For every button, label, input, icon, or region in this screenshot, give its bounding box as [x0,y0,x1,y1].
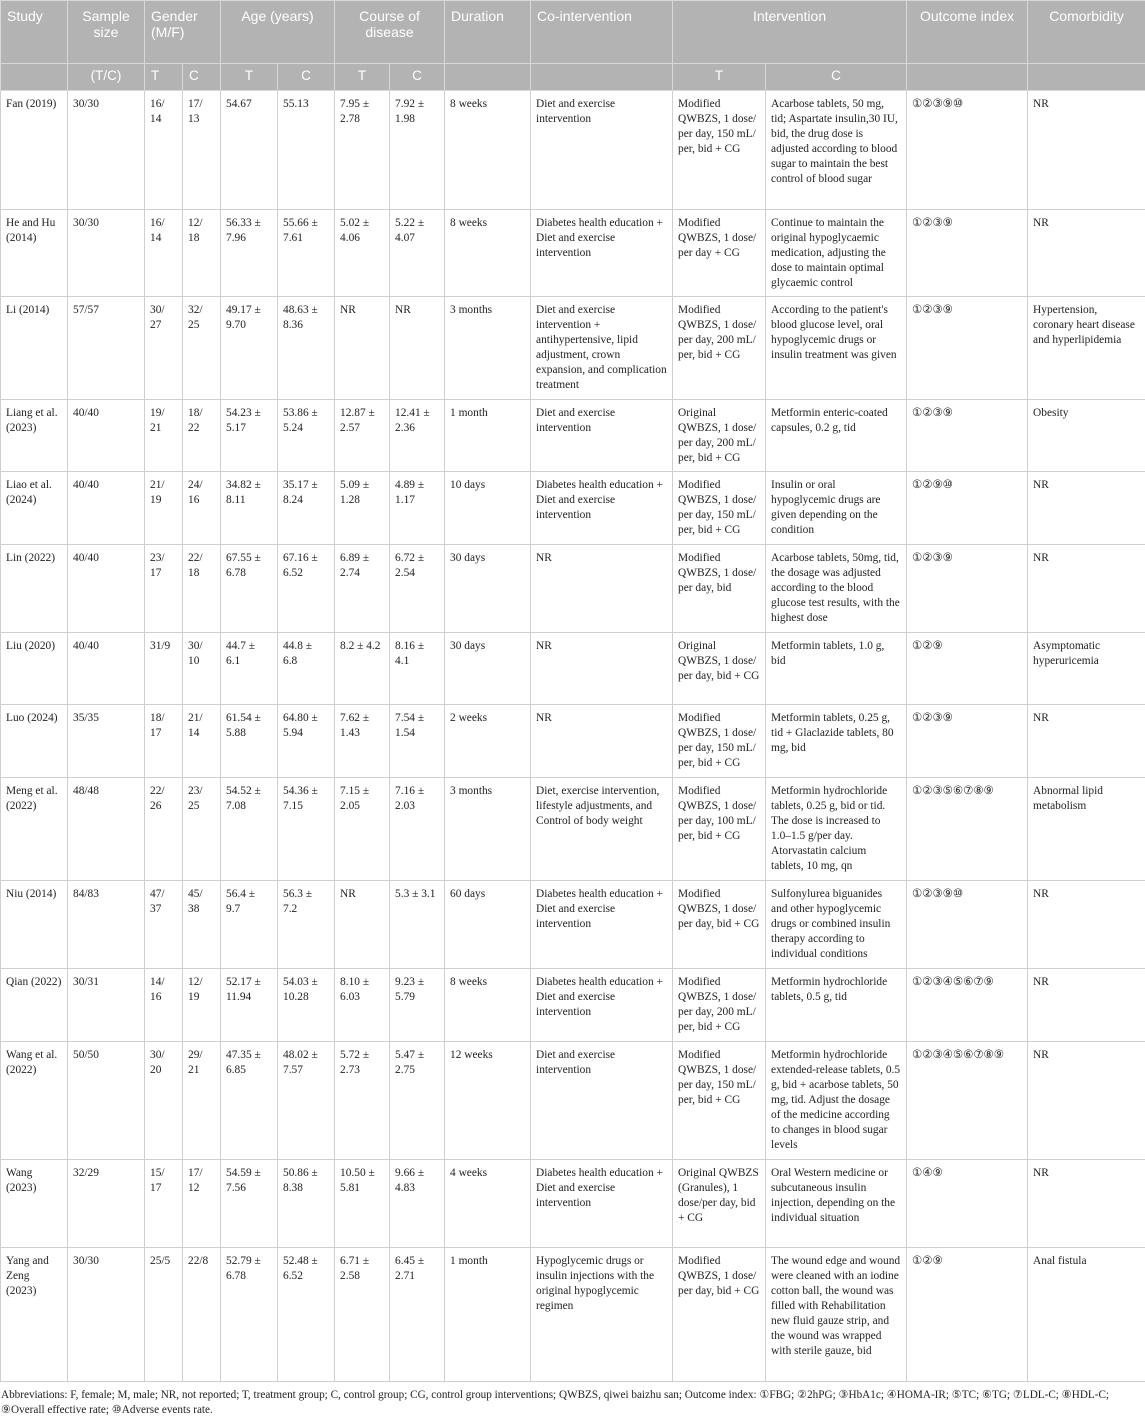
outcome-cell: ①②③⑨ [907,545,1028,633]
intervention-t-cell: Modified QWBZS, 1 dose/ per day + CG [673,210,766,297]
course-c-cell: 7.16 ± 2.03 [390,778,445,881]
age-c-cell: 55.66 ± 7.61 [278,210,335,297]
gender-c-cell: 18/ 22 [183,400,221,472]
subheader-row [1,64,1145,91]
outcome-cell: ①②③④⑤⑥⑦⑨ [907,969,1028,1042]
duration-cell: 1 month [445,1248,531,1382]
study-cell: Yang and Zeng (2023) [1,1248,68,1382]
course-t-cell: 7.62 ± 1.43 [335,705,390,778]
gender-c-cell: 24/ 16 [183,472,221,545]
course-c-cell: 7.54 ± 1.54 [390,705,445,778]
age-c-cell: 53.86 ± 5.24 [278,400,335,472]
abbreviations-footnote: Abbreviations: F, female; M, male; NR, not reported; T, treatment group; C, control group; CG, control group interventions; QWBZS, qiwei baizhu san; Outcome index: ①FBG; ②2hPG; ③HbA1c; ④HOMA-IR; ⑤TC; ⑥TG; ⑦LDL-C; ⑧HDL-C; ⑨Overall effective rate; ⑩Adverse events rate. [0,1382,1145,1418]
course-c-cell: 12.41 ± 2.36 [390,400,445,472]
sample-size-cell: 84/83 [68,881,145,969]
gender-c-cell: 32/ 25 [183,297,221,400]
sample-size-cell: 35/35 [68,705,145,778]
intervention-c-cell: Metformin hydrochloride extended-release tablets, 0.5 g, bid + acarbose tablets, 50 mg, tid. Adjust the dosage of the medicine according to changes in blood sugar levels [766,1042,907,1160]
table-body [1,91,1145,1382]
duration-cell: 12 weeks [445,1042,531,1160]
age-t-cell: 49.17 ± 9.70 [221,297,278,400]
outcome-cell: ①②③④⑤⑥⑦⑧⑨ [907,1042,1028,1160]
table-row [1,545,1145,633]
comorbidity-cell: NR [1028,472,1145,545]
intervention-c-cell: Metformin hydrochloride tablets, 0.5 g, tid [766,969,907,1042]
subheader-course-t: T [335,64,390,91]
intervention-c-cell: Metformin hydrochloride tablets, 0.25 g, bid or tid. The dose is increased to 1.0–1.5 g/per day. Atorvastatin calcium tablets, 10 mg, qn [766,778,907,881]
intervention-t-cell: Modified QWBZS, 1 dose/ per day, 150 mL/ per, bid + CG [673,705,766,778]
intervention-t-cell: Modified QWBZS, 1 dose/ per day, 200 mL/ per, bid + CG [673,297,766,400]
intervention-t-cell: Original QWBZS (Granules), 1 dose/per day, bid + CG [673,1160,766,1248]
comorbidity-cell: NR [1028,1042,1145,1160]
study-cell: Liao et al. (2024) [1,472,68,545]
comorbidity-cell: Anal fistula [1028,1248,1145,1382]
course-t-cell: 5.09 ± 1.28 [335,472,390,545]
gender-t-cell: 16/ 14 [145,91,183,210]
gender-t-cell: 31/9 [145,633,183,705]
table-row [1,91,1145,210]
subheader-age-t: T [221,64,278,91]
cointervention-cell: Diabetes health education + Diet and exercise intervention [531,969,673,1042]
course-c-cell: 9.66 ± 4.83 [390,1160,445,1248]
sample-size-cell: 30/30 [68,91,145,210]
duration-cell: 8 weeks [445,91,531,210]
intervention-c-cell: The wound edge and wound were cleaned with an iodine cotton ball, the wound was filled with Rehabilitation new fluid gauze strip, and the wound was wrapped with sterile gauze, bid [766,1248,907,1382]
study-cell: Luo (2024) [1,705,68,778]
outcome-cell: ①②③⑨⑩ [907,91,1028,210]
study-cell: Fan (2019) [1,91,68,210]
sample-size-cell: 30/31 [68,969,145,1042]
cointervention-cell: Diet and exercise intervention [531,1042,673,1160]
comorbidity-cell: Abnormal lipid metabolism [1028,778,1145,881]
age-c-cell: 54.03 ± 10.28 [278,969,335,1042]
cointervention-cell: Hypoglycemic drugs or insulin injections with the original hypoglycemic regimen [531,1248,673,1382]
gender-t-cell: 15/ 17 [145,1160,183,1248]
table-row [1,778,1145,881]
sample-size-cell: 40/40 [68,633,145,705]
gender-c-cell: 45/ 38 [183,881,221,969]
sample-size-cell: 48/48 [68,778,145,881]
gender-c-cell: 12/ 19 [183,969,221,1042]
duration-cell: 8 weeks [445,210,531,297]
intervention-t-cell: Original QWBZS, 1 dose/ per day, 200 mL/ per, bid + CG [673,400,766,472]
table-row [1,633,1145,705]
course-c-cell: NR [390,297,445,400]
header-duration: Duration [445,1,531,64]
header-gender: Gender (M/F) [145,1,221,64]
outcome-cell: ①②③⑨ [907,400,1028,472]
course-t-cell: NR [335,297,390,400]
comorbidity-cell: NR [1028,705,1145,778]
gender-c-cell: 30/ 10 [183,633,221,705]
gender-t-cell: 25/5 [145,1248,183,1382]
intervention-t-cell: Modified QWBZS, 1 dose/ per day, 150 mL/ per, bid + CG [673,91,766,210]
header-cointervention: Co-intervention [531,1,673,64]
course-t-cell: 6.71 ± 2.58 [335,1248,390,1382]
duration-cell: 30 days [445,633,531,705]
header-course: Course of disease [335,1,445,64]
outcome-cell: ①②⑨ [907,1248,1028,1382]
gender-t-cell: 18/ 17 [145,705,183,778]
subheader-empty [1,64,68,91]
cointervention-cell: Diet, exercise intervention, lifestyle adjustments, and Control of body weight [531,778,673,881]
outcome-cell: ①②③⑨ [907,210,1028,297]
comorbidity-cell: Hypertension, coronary heart disease and hyperlipidemia [1028,297,1145,400]
course-t-cell: 7.95 ± 2.78 [335,91,390,210]
intervention-c-cell: According to the patient's blood glucose level, oral hypoglycemic drugs or insulin treatment was given [766,297,907,400]
gender-c-cell: 12/ 18 [183,210,221,297]
course-c-cell: 9.23 ± 5.79 [390,969,445,1042]
study-cell: He and Hu (2014) [1,210,68,297]
gender-c-cell: 22/8 [183,1248,221,1382]
subheader-empty [907,64,1028,91]
age-t-cell: 56.33 ± 7.96 [221,210,278,297]
course-c-cell: 5.22 ± 4.07 [390,210,445,297]
course-t-cell: 6.89 ± 2.74 [335,545,390,633]
gender-c-cell: 29/ 21 [183,1042,221,1160]
duration-cell: 30 days [445,545,531,633]
gender-t-cell: 47/ 37 [145,881,183,969]
duration-cell: 3 months [445,297,531,400]
age-t-cell: 34.82 ± 8.11 [221,472,278,545]
study-cell: Qian (2022) [1,969,68,1042]
course-t-cell: 8.10 ± 6.03 [335,969,390,1042]
gender-t-cell: 23/ 17 [145,545,183,633]
duration-cell: 60 days [445,881,531,969]
intervention-t-cell: Modified QWBZS, 1 dose/ per day, 150 mL/ per, bid + CG [673,472,766,545]
intervention-t-cell: Original QWBZS, 1 dose/ per day, bid + CG [673,633,766,705]
comorbidity-cell: NR [1028,210,1145,297]
duration-cell: 8 weeks [445,969,531,1042]
gender-c-cell: 22/ 18 [183,545,221,633]
course-t-cell: 12.87 ± 2.57 [335,400,390,472]
study-cell: Liu (2020) [1,633,68,705]
age-c-cell: 35.17 ± 8.24 [278,472,335,545]
age-c-cell: 54.36 ± 7.15 [278,778,335,881]
intervention-t-cell: Modified QWBZS, 1 dose/ per day, 100 mL/ per, bid + CG [673,778,766,881]
age-t-cell: 54.59 ± 7.56 [221,1160,278,1248]
age-c-cell: 56.3 ± 7.2 [278,881,335,969]
age-t-cell: 52.17 ± 11.94 [221,969,278,1042]
outcome-cell: ①②③⑨ [907,297,1028,400]
subheader-int-t: T [673,64,766,91]
outcome-cell: ①②⑨ [907,633,1028,705]
subheader-empty [445,64,531,91]
comorbidity-cell: Obesity [1028,400,1145,472]
study-cell: Wang et al. (2022) [1,1042,68,1160]
outcome-cell: ①②⑨⑩ [907,472,1028,545]
gender-t-cell: 19/ 21 [145,400,183,472]
intervention-t-cell: Modified QWBZS, 1 dose/ per day, 150 mL/ per, bid + CG [673,1042,766,1160]
age-t-cell: 54.52 ± 7.08 [221,778,278,881]
table-row [1,297,1145,400]
course-c-cell: 6.72 ± 2.54 [390,545,445,633]
course-t-cell: 8.2 ± 4.2 [335,633,390,705]
cointervention-cell: Diet and exercise intervention [531,91,673,210]
intervention-c-cell: Metformin enteric-coated capsules, 0.2 g, tid [766,400,907,472]
cointervention-cell: Diabetes health education + Diet and exercise intervention [531,210,673,297]
age-c-cell: 64.80 ± 5.94 [278,705,335,778]
age-t-cell: 67.55 ± 6.78 [221,545,278,633]
table-row [1,1248,1145,1382]
table-row [1,705,1145,778]
table-row [1,881,1145,969]
subheader-course-c: C [390,64,445,91]
header-intervention: Intervention [673,1,907,64]
sample-size-cell: 40/40 [68,400,145,472]
cointervention-cell: Diet and exercise intervention + antihypertensive, lipid adjustment, crown expansion, and complication treatment [531,297,673,400]
comorbidity-cell: NR [1028,545,1145,633]
outcome-cell: ①②③⑤⑥⑦⑧⑨ [907,778,1028,881]
course-t-cell: 5.72 ± 2.73 [335,1042,390,1160]
header-outcome: Outcome index [907,1,1028,64]
cointervention-cell: Diabetes health education + Diet and exercise intervention [531,472,673,545]
duration-cell: 2 weeks [445,705,531,778]
comorbidity-cell: NR [1028,881,1145,969]
intervention-c-cell: Oral Western medicine or subcutaneous insulin injection, depending on the individual situation [766,1160,907,1248]
course-t-cell: 7.15 ± 2.05 [335,778,390,881]
course-t-cell: 5.02 ± 4.06 [335,210,390,297]
sample-size-cell: 32/29 [68,1160,145,1248]
table-row [1,400,1145,472]
sample-size-cell: 50/50 [68,1042,145,1160]
course-t-cell: NR [335,881,390,969]
subheader-int-c: C [766,64,907,91]
intervention-c-cell: Continue to maintain the original hypoglycaemic medication, adjusting the dose to maintain optimal glycaemic control [766,210,907,297]
age-t-cell: 61.54 ± 5.88 [221,705,278,778]
course-t-cell: 10.50 ± 5.81 [335,1160,390,1248]
intervention-c-cell: Sulfonylurea biguanides and other hypoglycemic drugs or combined insulin therapy according to individual conditions [766,881,907,969]
cointervention-cell: NR [531,633,673,705]
comorbidity-cell: NR [1028,1160,1145,1248]
subheader-empty [531,64,673,91]
table-row [1,1160,1145,1248]
sample-size-cell: 30/30 [68,210,145,297]
intervention-t-cell: Modified QWBZS, 1 dose/ per day, bid [673,545,766,633]
duration-cell: 3 months [445,778,531,881]
intervention-c-cell: Acarbose tablets, 50mg, tid, the dosage was adjusted according to the blood glucose test results, with the highest dose [766,545,907,633]
gender-c-cell: 21/ 14 [183,705,221,778]
course-c-cell: 5.3 ± 3.1 [390,881,445,969]
gender-t-cell: 30/ 20 [145,1042,183,1160]
age-t-cell: 44.7 ± 6.1 [221,633,278,705]
duration-cell: 4 weeks [445,1160,531,1248]
cointervention-cell: Diabetes health education + Diet and exercise intervention [531,1160,673,1248]
duration-cell: 1 month [445,400,531,472]
gender-c-cell: 23/ 25 [183,778,221,881]
header-study: Study [1,1,68,64]
intervention-c-cell: Metformin tablets, 0.25 g, tid + Glaclazide tablets, 80 mg, bid [766,705,907,778]
intervention-c-cell: Metformin tablets, 1.0 g, bid [766,633,907,705]
intervention-t-cell: Modified QWBZS, 1 dose/ per day, bid + CG [673,1248,766,1382]
header-comorbidity: Comorbidity [1028,1,1145,64]
gender-t-cell: 30/ 27 [145,297,183,400]
study-cell: Li (2014) [1,297,68,400]
age-c-cell: 44.8 ± 6.8 [278,633,335,705]
sample-size-cell: 40/40 [68,472,145,545]
intervention-t-cell: Modified QWBZS, 1 dose/ per day, bid + CG [673,881,766,969]
intervention-t-cell: Modified QWBZS, 1 dose/ per day, 200 mL/ per, bid + CG [673,969,766,1042]
age-c-cell: 55.13 [278,91,335,210]
subheader-gender-t: T [145,64,183,91]
cointervention-cell: NR [531,545,673,633]
age-c-cell: 50.86 ± 8.38 [278,1160,335,1248]
gender-t-cell: 14/ 16 [145,969,183,1042]
age-t-cell: 56.4 ± 9.7 [221,881,278,969]
study-cell: Lin (2022) [1,545,68,633]
study-cell: Liang et al. (2023) [1,400,68,472]
gender-t-cell: 16/ 14 [145,210,183,297]
age-t-cell: 52.79 ± 6.78 [221,1248,278,1382]
header-row [1,1,1145,64]
cointervention-cell: Diabetes health education + Diet and exercise intervention [531,881,673,969]
sample-size-cell: 40/40 [68,545,145,633]
table-row [1,969,1145,1042]
gender-c-cell: 17/ 13 [183,91,221,210]
table-row [1,472,1145,545]
intervention-c-cell: Insulin or oral hypoglycemic drugs are given depending on the condition [766,472,907,545]
cointervention-cell: NR [531,705,673,778]
intervention-c-cell: Acarbose tablets, 50 mg, tid; Aspartate insulin,30 IU, bid, the drug dose is adjusted according to blood sugar to maintain the best control of blood sugar [766,91,907,210]
age-t-cell: 54.67 [221,91,278,210]
study-cell: Niu (2014) [1,881,68,969]
sample-size-cell: 57/57 [68,297,145,400]
age-c-cell: 67.16 ± 6.52 [278,545,335,633]
subheader-empty [1028,64,1145,91]
study-cell: Wang (2023) [1,1160,68,1248]
sample-size-cell: 30/30 [68,1248,145,1382]
outcome-cell: ①④⑨ [907,1160,1028,1248]
course-c-cell: 8.16 ± 4.1 [390,633,445,705]
subheader-sample: (T/C) [68,64,145,91]
subheader-age-c: C [278,64,335,91]
gender-c-cell: 17/ 12 [183,1160,221,1248]
course-c-cell: 4.89 ± 1.17 [390,472,445,545]
header-sample-size: Sample size [68,1,145,64]
gender-t-cell: 21/ 19 [145,472,183,545]
outcome-cell: ①②③⑨⑩ [907,881,1028,969]
table-row [1,210,1145,297]
course-c-cell: 6.45 ± 2.71 [390,1248,445,1382]
cointervention-cell: Diet and exercise intervention [531,400,673,472]
duration-cell: 10 days [445,472,531,545]
course-c-cell: 5.47 ± 2.75 [390,1042,445,1160]
table-row [1,1042,1145,1160]
comorbidity-cell: NR [1028,91,1145,210]
study-cell: Meng et al. (2022) [1,778,68,881]
age-t-cell: 54.23 ± 5.17 [221,400,278,472]
outcome-cell: ①②③⑨ [907,705,1028,778]
age-c-cell: 48.63 ± 8.36 [278,297,335,400]
course-c-cell: 7.92 ± 1.98 [390,91,445,210]
age-c-cell: 48.02 ± 7.57 [278,1042,335,1160]
gender-t-cell: 22/ 26 [145,778,183,881]
age-t-cell: 47.35 ± 6.85 [221,1042,278,1160]
comorbidity-cell: Asymptomatic hyperuricemia [1028,633,1145,705]
age-c-cell: 52.48 ± 6.52 [278,1248,335,1382]
header-age: Age (years) [221,1,335,64]
subheader-gender-c: C [183,64,221,91]
comorbidity-cell: NR [1028,969,1145,1042]
